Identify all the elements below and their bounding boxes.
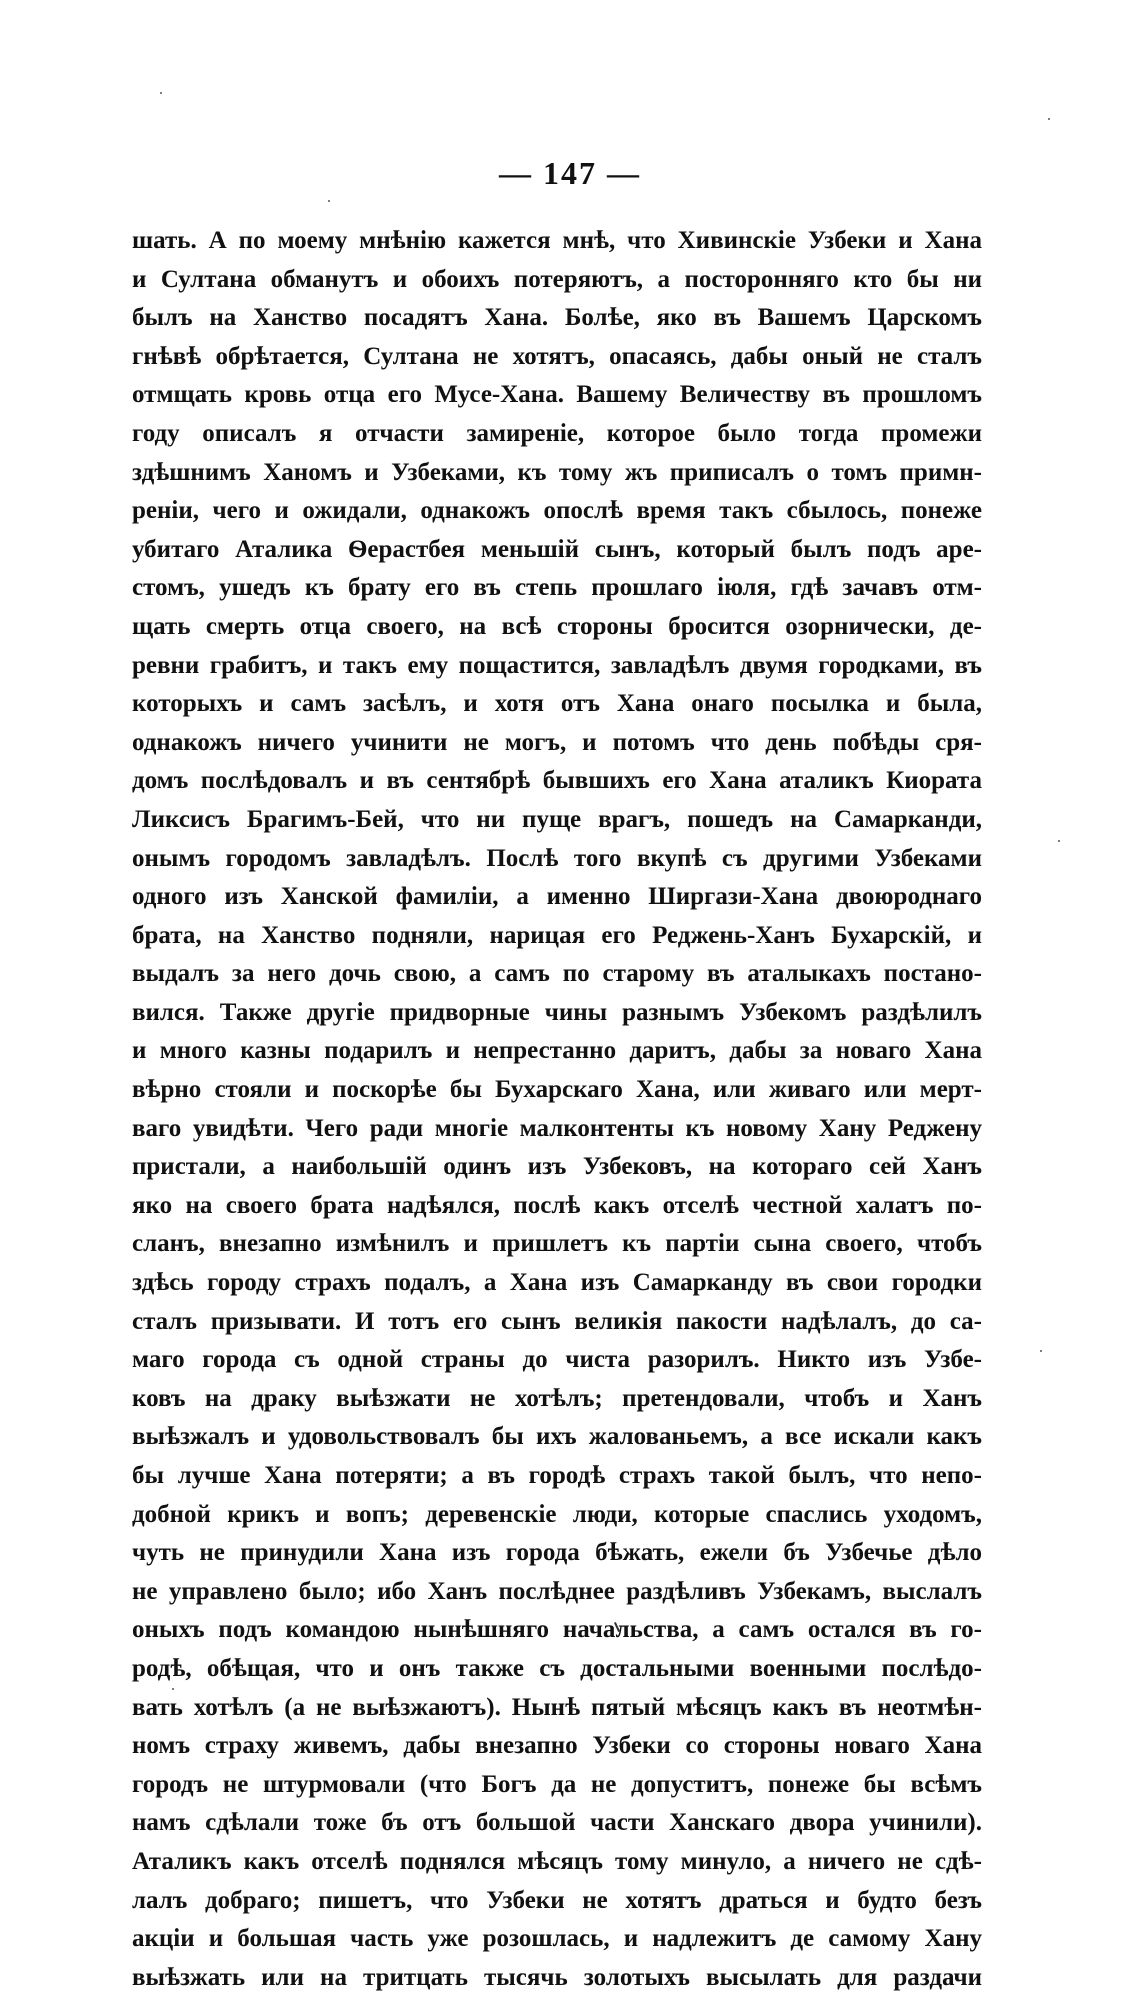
text-line: ковъ на драку выѣзжати не хотѣлъ; претендовали, чтобъ и Ханъ — [132, 1384, 982, 1412]
text-line: сланъ, внезапно измѣнилъ и пришлетъ къ партіи сына своего, чтобъ — [132, 1230, 982, 1258]
text-line: выѣзжать или на тритцать тысячь золотыхъ высылать для раздачи — [132, 1963, 982, 1991]
text-line: и много казны подарилъ и непрестанно даритъ, дабы за новаго Хана — [132, 1037, 982, 1065]
text-line: вѣрно стояли и поскорѣе бы Бухарскаго Хана, или живаго или мерт- — [132, 1076, 982, 1104]
text-line: номъ страху живемъ, дабы внезапно Узбеки со стороны новаго Хана — [132, 1732, 982, 1760]
text-line: убитаго Аталика Ѳерастбея меньшій сынъ, который былъ подъ аре- — [132, 535, 982, 563]
text-line: сталъ призывати. И тотъ его сынъ великія пакости надѣлалъ, до са- — [132, 1307, 982, 1335]
text-line: городъ не штурмовали (что Богъ да не допуститъ, понеже бы всѣмъ — [132, 1770, 982, 1798]
text-line: вился. Также другіе придворные чины разнымъ Узбекомъ раздѣлилъ — [132, 998, 982, 1026]
text-line: онымъ городомъ завладѣлъ. Послѣ того вкупѣ съ другими Узбеками — [132, 844, 982, 872]
text-line: выдалъ за него дочь свою, а самъ по старому въ аталыкахъ постано- — [132, 960, 982, 988]
text-line: ваго увидѣти. Чего ради многіе малконтенты къ новому Хану Реджену — [132, 1114, 982, 1142]
text-line: стомъ, ушедъ къ брату его въ степь прошлаго іюля, гдѣ зачавъ отм- — [132, 574, 982, 602]
text-line: брата, на Ханство подняли, нарицая его Реджень-Ханъ Бухарскій, и — [132, 921, 982, 949]
paper-speck — [1048, 118, 1050, 120]
paper-speck — [160, 92, 162, 94]
text-line: шать. А по моему мнѣнію кажется мнѣ, что Хивинскіе Узбеки и Хана — [132, 227, 982, 254]
text-line: не управлено было; ибо Ханъ послѣднее раздѣливъ Узбекамъ, выслалъ — [132, 1577, 982, 1605]
paper-speck — [328, 200, 330, 202]
text-line: выѣзжалъ и удовольствовалъ бы ихъ жалованьемъ, а все искали какъ — [132, 1423, 982, 1451]
body-text — [132, 222, 982, 1997]
text-line: бы лучше Хана потеряти; а въ городѣ страхъ такой былъ, что непо- — [132, 1462, 982, 1489]
text-line: реніи, чего и ожидали, однакожъ опослѣ время такъ сбылось, понеже — [132, 497, 982, 525]
text-line: маго города съ одной страны до чиста разорилъ. Никто изъ Узбе- — [132, 1346, 982, 1374]
text-line: однакожъ ничего учинити не могъ, и потомъ что день побѣды сря- — [132, 728, 982, 756]
text-line: пристали, а наибольшій одинъ изъ Узбековъ, на котораго сей Ханъ — [132, 1153, 982, 1181]
text-line: добной крикъ и вопъ; деревенскіе люди, которые спаслись уходомъ, — [132, 1500, 982, 1528]
text-line: и Султана обманутъ и обоихъ потеряютъ, а посторонняго кто бы ни — [132, 265, 982, 293]
text-line: Ликсисъ Брагимъ-Бей, что ни пуще врагъ, пошедъ на Самарканди, — [132, 805, 982, 833]
text-line: домъ послѣдовалъ и въ сентябрѣ бывшихъ его Хана аталикъ Киората — [132, 767, 982, 795]
text-line: оныхъ подъ командою нынѣшняго начальства, а самъ остался въ го- — [132, 1616, 982, 1644]
paper-speck — [1040, 1350, 1042, 1352]
text-line: гнѣвѣ обрѣтается, Султана не хотятъ, опасаясь, дабы оный не сталъ — [132, 342, 982, 370]
text-line: здѣсь городу страхъ подалъ, а Хана изъ Самарканду въ свои городки — [132, 1269, 982, 1297]
text-line: одного изъ Ханской фамиліи, а именно Ширгази-Хана двоюроднаго — [132, 883, 982, 911]
text-line: яко на своего брата надѣялся, послѣ какъ отселѣ честной халатъ по- — [132, 1191, 982, 1219]
page-number: — 147 — — [499, 155, 641, 191]
text-line: здѣшнимъ Ханомъ и Узбеками, къ тому жъ приписалъ о томъ примн- — [132, 458, 982, 486]
text-line: отмщать кровь отца его Мусе-Хана. Вашему Величеству въ прошломъ — [132, 381, 982, 409]
paper-speck — [1058, 840, 1060, 842]
text-line: щать смерть отца своего, на всѣ стороны бросится озорнически, де- — [132, 612, 982, 640]
text-line: году описалъ я отчасти замиреніе, которое было тогда промежи — [132, 419, 982, 447]
text-line: чуть не принудили Хана изъ города бѣжать, ежели бъ Узбечье дѣло — [132, 1539, 982, 1567]
text-line: былъ на Ханство посадятъ Хана. Болѣе, яко въ Вашемъ Царскомъ — [132, 304, 982, 332]
text-line: которыхъ и самъ засѣлъ, и хотя отъ Хана онаго посылка и была, — [132, 690, 982, 718]
text-line: акціи и большая часть уже розошлась, и надлежитъ де самому Хану — [132, 1925, 982, 1953]
text-line: родѣ, обѣщая, что и онъ также съ достальными военными послѣдо- — [132, 1654, 982, 1682]
text-line: Аталикъ какъ отселѣ поднялся мѣсяцъ тому минуло, а ничего не сдѣ- — [132, 1847, 982, 1875]
text-line: намъ сдѣлали тоже бъ отъ большой части Ханскаго двора учинили). — [132, 1809, 982, 1837]
text-line: вать хотѣлъ (а не выѣзжаютъ). Нынѣ пятый мѣсяцъ какъ въ неотмѣн- — [132, 1693, 982, 1721]
text-line: ревни грабитъ, и такъ ему пощастится, завладѣлъ двумя городками, въ — [132, 651, 982, 679]
text-line: лалъ добраго; пишетъ, что Узбеки не хотятъ драться и будто безъ — [132, 1886, 982, 1914]
